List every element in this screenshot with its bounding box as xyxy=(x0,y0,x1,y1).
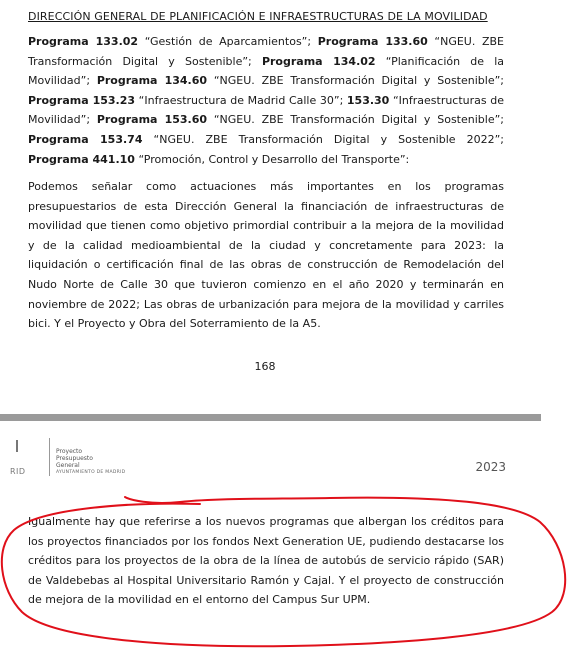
program-separator: ; xyxy=(339,93,347,107)
program-code: Programa 134.02 xyxy=(261,54,376,68)
program-name: “NGEU. ZBE Transformación Digital y Sostenible 2022” xyxy=(153,132,501,146)
program-separator: ; xyxy=(248,54,262,68)
program-code: 153.30 xyxy=(346,93,390,107)
programs-paragraph xyxy=(28,32,504,169)
program-separator: : xyxy=(405,152,410,166)
program-code: Programa 133.02 xyxy=(28,35,139,48)
program-separator: ; xyxy=(86,74,97,88)
program-code: Programa 153.74 xyxy=(28,132,143,146)
logo-fragment: RID xyxy=(10,467,26,476)
program-name: “NGEU. ZBE Transformación Digital y Sostenible” xyxy=(28,35,505,68)
header-rule xyxy=(0,414,541,421)
program-name: “Infraestructuras de Movilidad” xyxy=(28,93,504,127)
program-separator: ; xyxy=(307,35,318,48)
logo-line: Presupuesto xyxy=(56,455,93,462)
section-heading: DIRECCIÓN GENERAL DE PLANIFICACIÓN E INFRAESTRUCTURAS DE LA MOVILIDAD xyxy=(28,10,488,23)
program-code: Programa 133.60 xyxy=(317,35,428,48)
logo-org: AYUNTAMIENTO DE MADRID xyxy=(56,470,126,475)
program-code: Programa 153.60 xyxy=(96,113,208,127)
program-name: “NGEU. ZBE Transformación Digital y Sostenible” xyxy=(213,74,501,88)
logo-line: General xyxy=(56,462,80,469)
program-separator: ; xyxy=(500,74,505,88)
program-separator: ; xyxy=(86,113,97,127)
page-gap xyxy=(0,385,568,415)
actions-paragraph: Podemos señalar como actuaciones más importantes en los programas presupuestarios de esta Dirección General la financiación de infraestructuras de movilidad que tienen como objetivo primordial contribuir a la mejora de la movilidad y de la calidad medioambiental de la ciudad y concretamente para 2023: la liquidación o certificación final de las obras de construcción de Remodelación del Nudo Norte de Calle 30 que tuvieron comienzo en el año 2020 y terminarán en noviembre de 2022; Las obras de urbanización para mejora de la movilidad y carriles bici. Y el Proyecto y Obra del Soterramiento de la A5. xyxy=(28,180,504,331)
program-name: “Infraestructura de Madrid Calle 30” xyxy=(138,93,340,107)
nextgen-paragraph: Igualmente hay que referirse a los nuevos programas que albergan los créditos para los proyectos financiados por los fondos Next Generation UE, pudiendo destacarse los créditos para los proyectos de la obra de la línea de autobús de servicio rápido (SAR) de Valdebebas al Hospital Universitario Ramón y Cajal. Y el proyecto de construcción de mejora de la movilidad en el entorno del Campus Sur UPM. xyxy=(28,515,504,607)
program-separator: ; xyxy=(500,132,504,146)
header-year: 2023 xyxy=(475,460,506,474)
program-code: Programa 441.10 xyxy=(28,152,135,166)
logo-divider xyxy=(49,438,50,476)
program-name: “Promoción, Control y Desarrollo del Transporte” xyxy=(138,152,406,166)
header-logo xyxy=(56,448,125,476)
program-code: Programa 134.60 xyxy=(96,74,208,88)
logo-line: Proyecto xyxy=(56,448,83,455)
program-name: “Planificación de la Movilidad” xyxy=(28,54,504,88)
logo-mark xyxy=(16,440,18,452)
page-number: 168 xyxy=(254,360,276,373)
program-code: Programa 153.23 xyxy=(28,93,136,107)
program-name: “Gestión de Aparcamientos” xyxy=(144,35,308,48)
program-separator: ; xyxy=(500,113,505,127)
program-name: “NGEU. ZBE Transformación Digital y Sostenible” xyxy=(213,113,501,127)
